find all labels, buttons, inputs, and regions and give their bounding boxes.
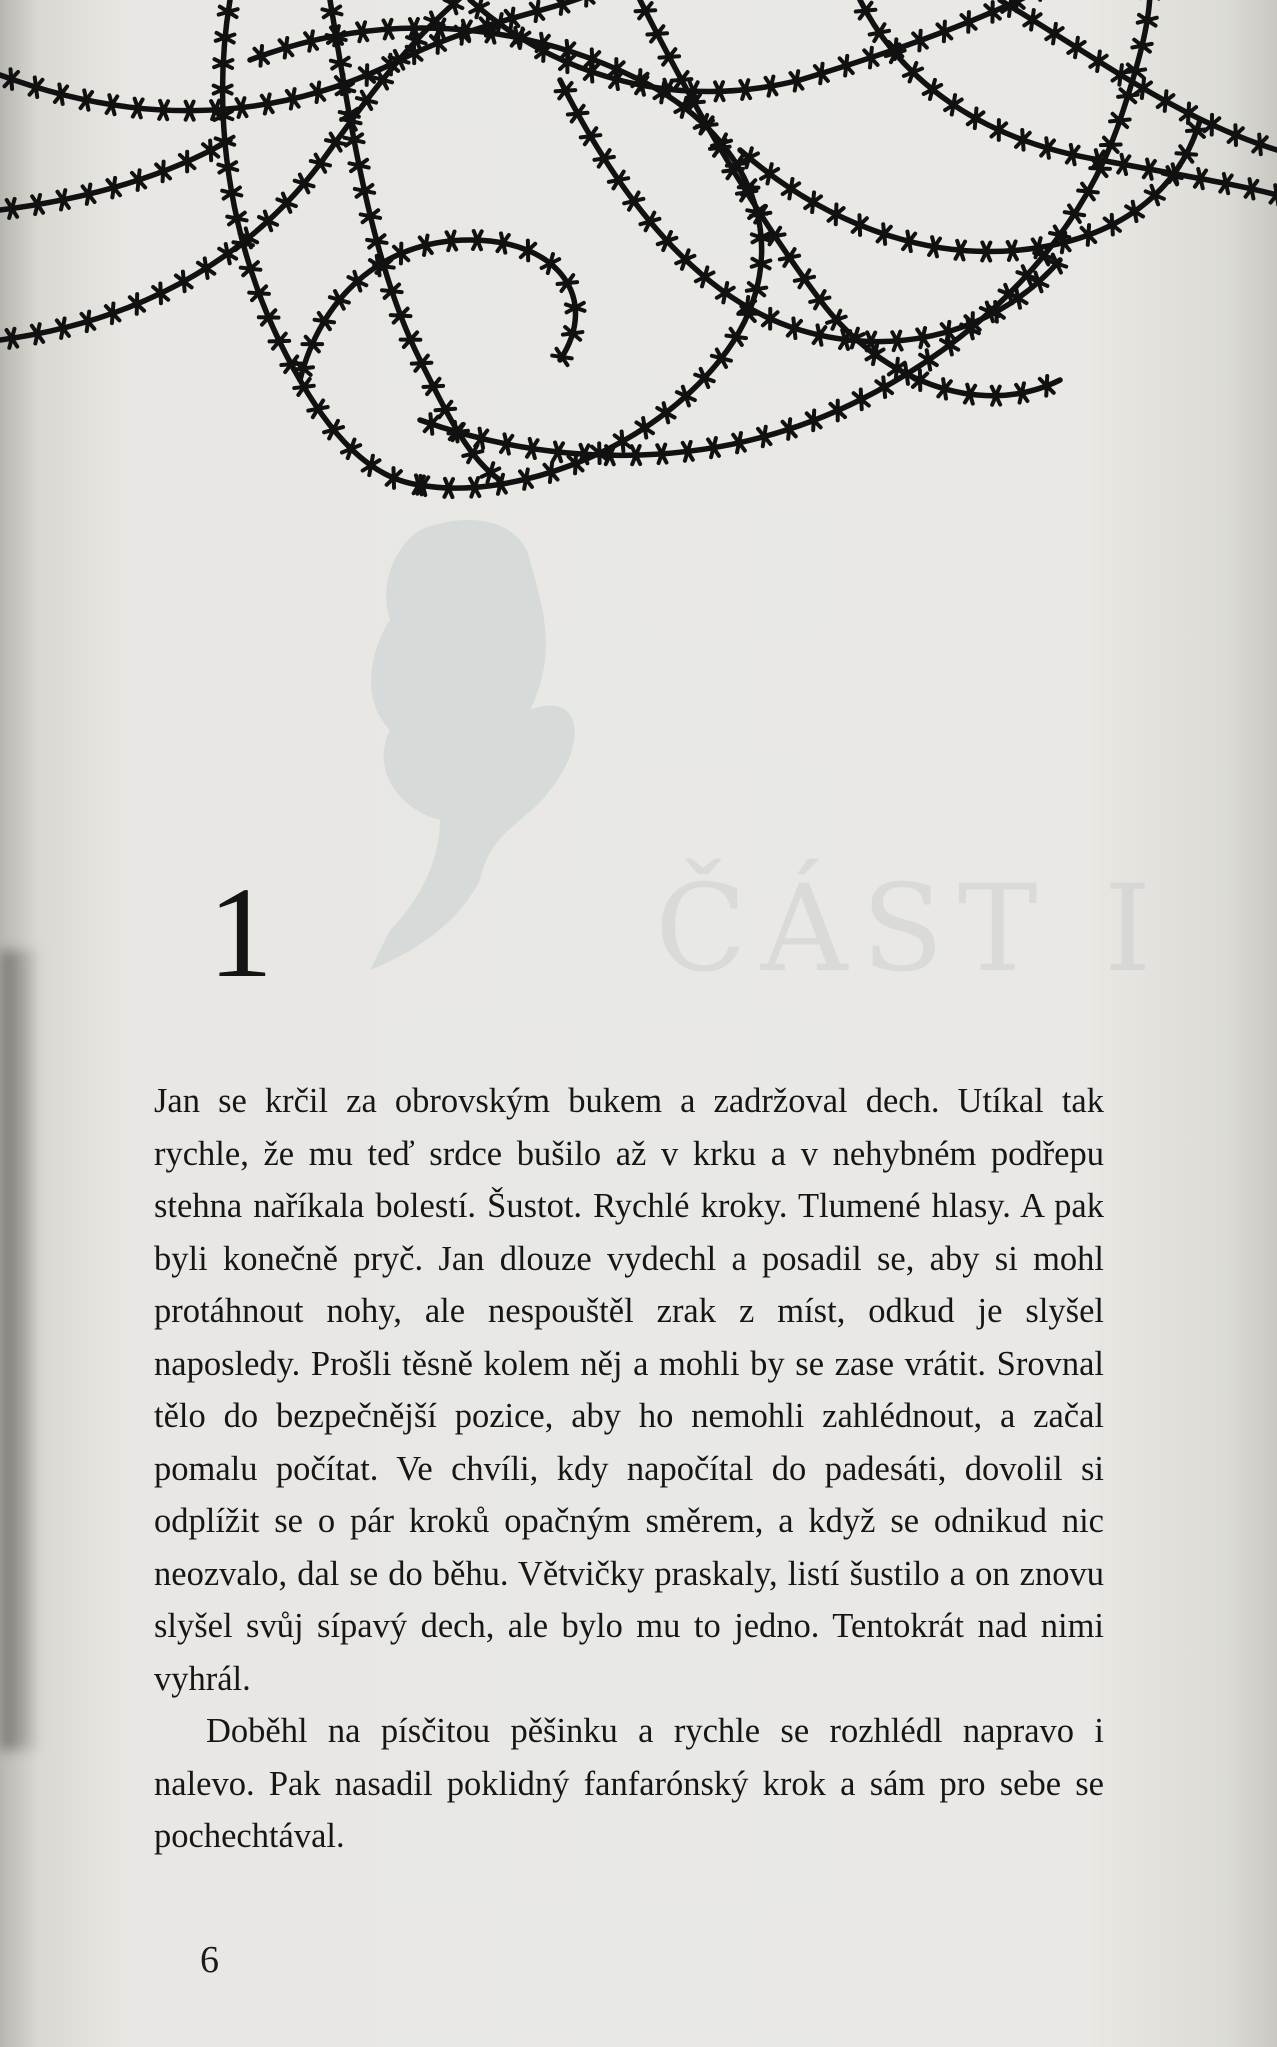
wire-barb <box>1250 179 1254 198</box>
wire-barb <box>10 69 12 89</box>
wire-barb <box>793 318 795 338</box>
wire-barb <box>930 80 935 99</box>
wire-barb <box>1022 130 1023 150</box>
wire-barb <box>1101 145 1121 146</box>
wire-barb <box>975 108 977 128</box>
wire-barb <box>357 98 376 103</box>
wire-barb <box>1176 153 1196 154</box>
wire-barb <box>1121 155 1126 174</box>
wire-barb <box>326 140 345 144</box>
wire-barb <box>1031 10 1034 30</box>
wire-barb <box>932 237 937 256</box>
page-gutter-shadow <box>0 950 40 1750</box>
wire-barb <box>726 336 746 339</box>
wire-barb <box>1009 0 1012 16</box>
wire-barb <box>488 463 494 482</box>
wire-barb <box>430 414 432 434</box>
wire-barb <box>1147 160 1152 179</box>
wire-barb <box>1132 44 1151 48</box>
wire-barb <box>552 356 571 359</box>
wire-barb <box>682 98 687 117</box>
wire-barb <box>1075 38 1078 57</box>
wire-barb <box>520 28 523 48</box>
wire-barb <box>480 429 484 448</box>
wire-barb <box>747 288 766 291</box>
wire-barb <box>1198 169 1203 188</box>
wire-barb <box>943 379 946 398</box>
wire-barb <box>883 224 885 244</box>
wire-barb <box>330 297 349 302</box>
wire-barb <box>35 77 37 97</box>
wire-barb <box>1046 138 1049 158</box>
wire-barb <box>1119 65 1122 85</box>
wire-strand <box>300 240 576 380</box>
wire-barb <box>591 62 593 82</box>
wire-barb <box>836 205 837 225</box>
wire-barb <box>311 161 330 165</box>
wire-barb <box>543 41 544 61</box>
chapter-body <box>154 1075 1104 1863</box>
wire-barb <box>789 179 792 198</box>
wire-barb <box>712 356 731 361</box>
wire-barb <box>1188 103 1189 123</box>
wire-barb <box>586 0 587 6</box>
wire-barb <box>746 148 751 167</box>
wire-barb <box>1047 261 1066 267</box>
wire-barb <box>812 192 814 212</box>
page-number: 6 <box>200 1939 219 1981</box>
wire-barb <box>393 468 394 488</box>
wire-barb <box>1138 18 1157 23</box>
wire-barb <box>501 233 505 252</box>
wire-barb <box>702 267 707 286</box>
wire-barb <box>1097 52 1100 72</box>
wire-strand <box>740 120 1200 252</box>
wire-barb <box>1110 119 1130 121</box>
wire-barb <box>530 439 535 458</box>
wire-barb <box>295 181 314 187</box>
chapter-number: 1 <box>208 861 273 1005</box>
wire-barb <box>1078 191 1098 193</box>
wire-barb <box>896 359 898 379</box>
wire-barb <box>109 95 114 114</box>
wire-barb <box>315 320 335 323</box>
wire-barb <box>563 332 583 335</box>
wire-barb <box>723 283 727 302</box>
wire-barb <box>455 422 458 442</box>
wire-strand <box>640 0 1060 396</box>
barbed-wire-icon <box>0 0 1277 520</box>
wire-barb <box>1065 212 1084 215</box>
wire-barb <box>84 90 88 109</box>
wire-barb <box>504 434 508 453</box>
wire-barb <box>498 14 502 33</box>
wire-barb <box>746 297 748 317</box>
wire-barb <box>1187 129 1207 131</box>
wire-barb <box>1224 174 1228 193</box>
wire-barb <box>548 254 553 273</box>
paragraph-1: Jan se krčil za obrovským bukem a zadržoval dech. Utíkal tak rychle, že mu teď srdce bušilo až v krku a v nehybném podřepu stehna naříkala bolestí. Šustot. Rychlé kroky. Tlumené hlasy. A pak byli konečně pryč. Jan dlouze vydechl a posadil se, aby si mohl protáhnout nohy, ale nespouštěl zrak z míst, odkud je slyšel naposledy. Prošli těsně kolem něj a mohli by se zase vrátit. Srovnal tělo do bezpečnější pozice, aby ho nemohli zahlédnout, a začal pomalu počítat. Ve chvíli, kdy napočítal do padesáti, dovolil si odplížit se o pár kroků opačným směrem, a když se odnikud nic neozvalo, dal se do běhu. Větvičky praskaly, listí šustilo a on znovu slyšel svůj sípavý dech, ale bylo mu to jedno. Tentokrát nad nimi vyhrál. <box>154 1082 1104 1698</box>
wire-barb <box>369 456 373 475</box>
wire-barb <box>1053 24 1056 43</box>
wire-barb <box>293 367 313 369</box>
paragraph-2: Doběhl na písčitou pěšinku a rychle se rozhlédl napravo i nalevo. Pak nasadil poklidný fanfarónský krok a sám pro sebe se pochechtával. <box>154 1712 1104 1855</box>
wire-barb <box>859 215 860 235</box>
wire-barb <box>952 95 955 114</box>
wire-barb <box>1165 91 1167 111</box>
wire-strand <box>860 0 1277 195</box>
wire-barb <box>818 325 822 344</box>
wire-barb <box>767 164 771 183</box>
wire-barb <box>1071 145 1075 164</box>
wire-barb <box>1235 125 1236 145</box>
wire-barb <box>1259 135 1261 155</box>
wire-barb <box>1142 78 1144 98</box>
ghost-part-heading: ČÁST I <box>655 860 1166 999</box>
wire-barb <box>907 232 910 251</box>
wire-barb <box>59 85 62 104</box>
